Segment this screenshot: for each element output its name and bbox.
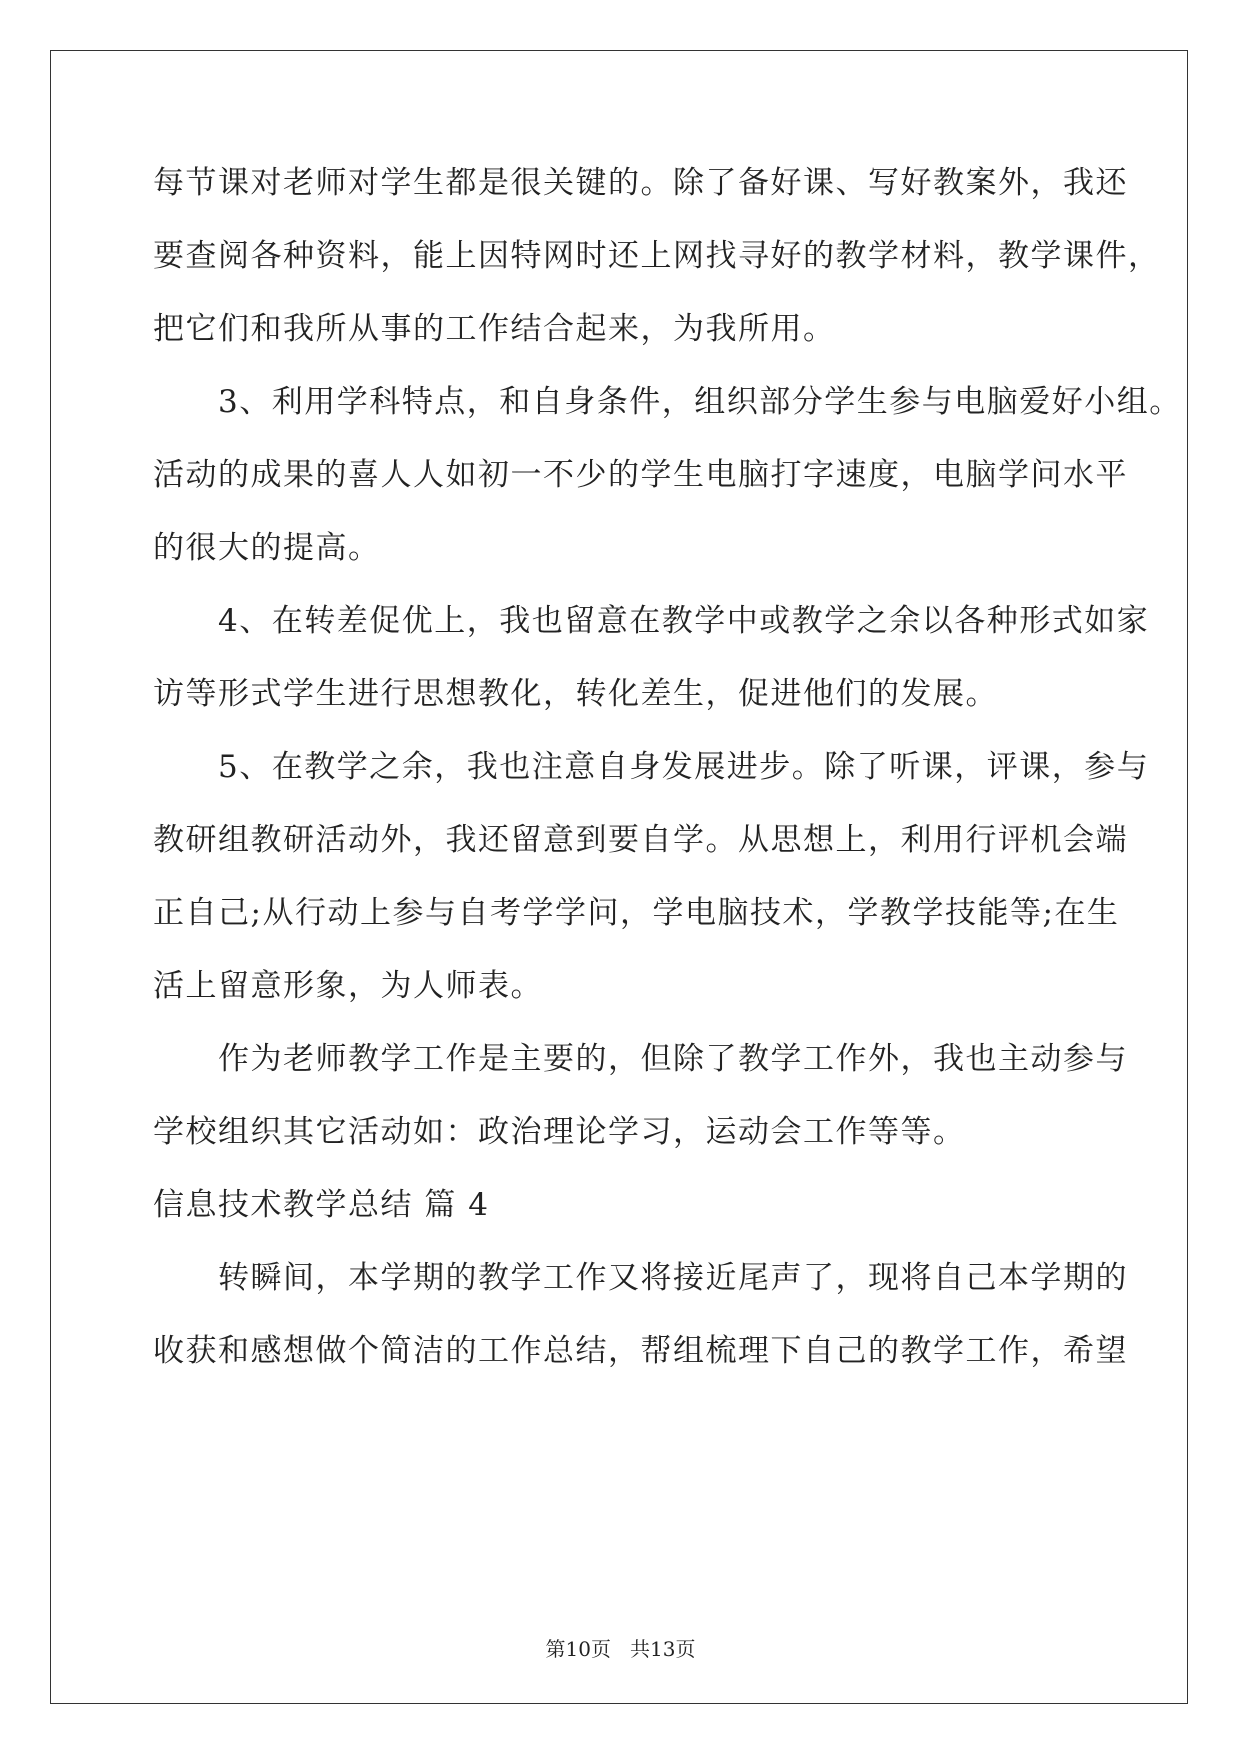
text-line: 正自己;从行动上参与自考学学问，学电脑技术，学教学技能等;在生 bbox=[153, 895, 1120, 931]
text-line: 活上留意形象，为人师表。 bbox=[153, 968, 543, 1004]
text-line: 教研组教研活动外，我还留意到要自学。从思想上，利用行评机会端 bbox=[153, 822, 1128, 858]
text-line: 3、利用学科特点，和自身条件，组织部分学生参与电脑爱好小组。 bbox=[153, 384, 1182, 420]
text-line: 访等形式学生进行思想教化，转化差生，促进他们的发展。 bbox=[153, 676, 998, 712]
text-line: 活动的成果的喜人人如初一不少的学生电脑打字速度，电脑学问水平 bbox=[153, 457, 1128, 493]
text-line: 收获和感想做个简洁的工作总结，帮组梳理下自己的教学工作，希望 bbox=[153, 1333, 1128, 1369]
section-heading: 信息技术教学总结 篇 4 bbox=[153, 1187, 490, 1223]
text-line: 4、在转差促优上，我也留意在教学中或教学之余以各种形式如家 bbox=[153, 603, 1150, 639]
text-line: 要查阅各种资料，能上因特网时还上网找寻好的教学材料，教学课件， bbox=[153, 238, 1161, 274]
page-number: 第10页 共13页 bbox=[545, 1637, 696, 1661]
text-line: 把它们和我所从事的工作结合起来，为我所用。 bbox=[153, 311, 836, 347]
text-line: 转瞬间，本学期的教学工作又将接近尾声了，现将自己本学期的 bbox=[153, 1260, 1128, 1296]
text-line: 5、在教学之余，我也注意自身发展进步。除了听课，评课，参与 bbox=[153, 749, 1150, 785]
page-footer bbox=[0, 1637, 1241, 1661]
text-line: 学校组织其它活动如：政治理论学习，运动会工作等等。 bbox=[153, 1114, 966, 1150]
text-line: 的很大的提高。 bbox=[153, 530, 381, 566]
text-line: 每节课对老师对学生都是很关键的。除了备好课、写好教案外，我还 bbox=[153, 165, 1128, 201]
text-line: 作为老师教学工作是主要的，但除了教学工作外，我也主动参与 bbox=[153, 1041, 1128, 1077]
page-border bbox=[50, 50, 1188, 1704]
